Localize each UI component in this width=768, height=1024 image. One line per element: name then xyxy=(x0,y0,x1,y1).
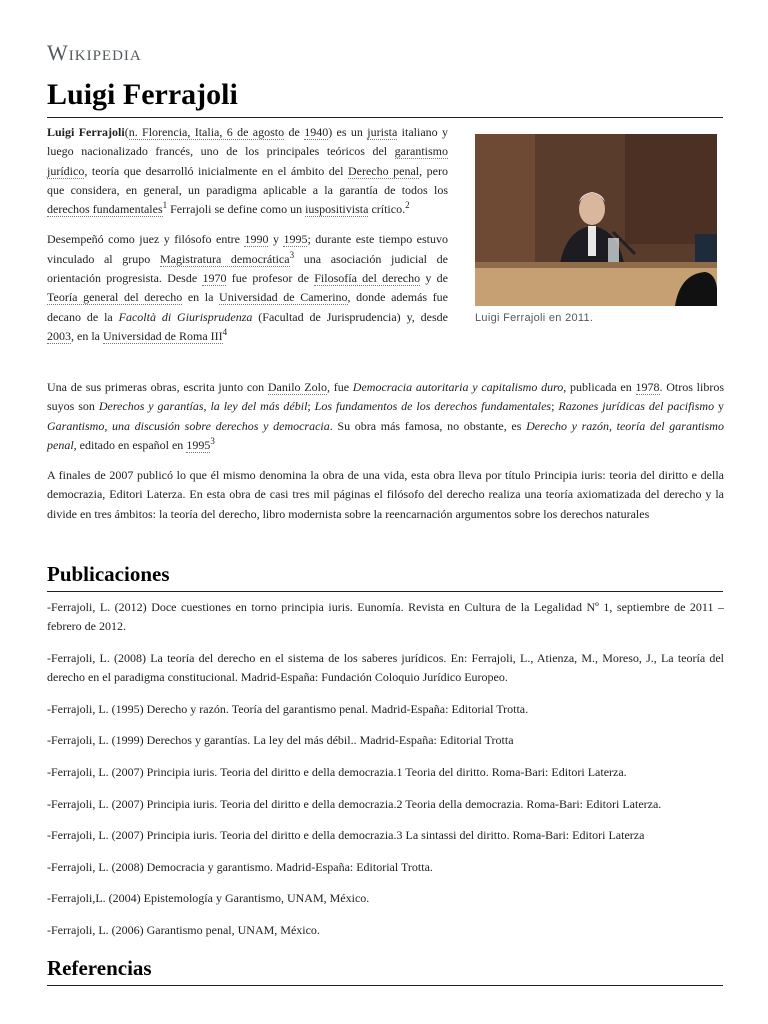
wikipedia-logo[interactable]: Wikipedia xyxy=(47,40,142,65)
career-paragraph: Desempeñó como juez y filósofo entre 1990 y 1995; durante este tiempo estuvo vinculado al grupo Magistratura democrática$^3$ una asociación judicial de orientación progresista. Desde 1970 fue profesor de Filosofía del derecho y de Teoría general del derecho en la Universidad de Camerino, donde además fue decano de la Facoltà di Giurisprudenza (Facultad de Jurisprudencia) y, desde 2003, en la Universidad de Roma III$^4$ xyxy=(47,232,449,343)
page-title: Luigi Ferrajoli xyxy=(47,78,238,111)
principia-paragraph: A finales de 2007 publicó lo que él mismo denomina la obra de una vida, esta obra lleva por título Principia iuris: teoria del diritto e della democrazia, Editori Laterza. En esta obra de casi tres mil páginas el filósofo del derecho realiza una teoría axiomatizada del derecho y la divide en tres ámbitos: la teoría del derecho, libro modernista sobre la reencarnación argumentos sobre los derechos naturales xyxy=(47,468,724,521)
derecho-penal-link[interactable]: Derecho penal xyxy=(347,163,420,178)
portrait-photo[interactable] xyxy=(475,134,717,306)
year-1970-link[interactable]: 1970 xyxy=(202,271,227,286)
reference-marker[interactable]: 4 xyxy=(222,326,228,337)
publication-item: -Ferrajoli, L. (2008) La teoría del derecho en el sistema de los saberes jurídicos. En: Ferrajoli, L., Atienza, M., Moreso, J., La teoría del derecho en el paradigma constitucional. Madrid-España: Fundación Coloquio Jurídico Europeo. xyxy=(47,650,724,685)
works-section xyxy=(47,378,724,535)
danilo-zolo-link[interactable]: Danilo Zolo xyxy=(267,380,327,394)
year-1978-link[interactable]: 1978 xyxy=(635,380,660,394)
infobox xyxy=(475,134,717,324)
intro-paragraph: Luigi Ferrajoli(n. Florencia, Italia, 6 de agosto de 1940) es un jurista italiano y luego nacionalizado francés, uno de los principales teóricos del garantismo jurídico, teoría que desarrolló inicialmente en el ámbito del Derecho penal, pero que considera, en general, un paradigma aplicable a la garantía de todos los derechos fundamentales$^1$ Ferrajoli se define como un iuspositivista crítico.$^2$ xyxy=(47,125,449,217)
publication-item: -Ferrajoli, L. (2007) Principia iuris. Teoria del diritto e della democrazia.2 Teoria della democrazia. Roma-Bari: Editori Laterza. xyxy=(47,796,662,811)
teoria-general-link[interactable]: Teoría general del derecho xyxy=(47,290,183,305)
year-1995-link[interactable]: 1995 xyxy=(283,232,308,247)
publication-item: -Ferrajoli, L. (2007) Principia iuris. Teoria del diritto e della democrazia.3 La sintassi del diritto. Roma-Bari: Editori Laterza xyxy=(47,828,645,843)
publication-item: -Ferrajoli, L. (2008) Democracia y garantismo. Madrid-España: Editorial Trotta. xyxy=(47,859,433,874)
section-heading-referencias: Referencias xyxy=(47,956,152,980)
reference-marker[interactable]: 1 xyxy=(162,200,168,211)
publication-item: -Ferrajoli, L. (1999) Derechos y garantías. La ley del más débil.. Madrid-España: Editorial Trotta xyxy=(47,733,514,748)
garantismo-link[interactable]: garantismo jurídico xyxy=(47,144,448,178)
roma-iii-link[interactable]: Universidad de Roma III xyxy=(103,328,223,343)
year-2003-link[interactable]: 2003 xyxy=(47,328,71,343)
portrait-illustration xyxy=(475,134,717,306)
photo-caption: Luigi Ferrajoli en 2011. xyxy=(475,312,594,324)
publication-item: -Ferrajoli, L. (1995) Derecho y razón. Teoría del garantismo penal. Madrid-España: Editorial Trotta. xyxy=(47,701,529,716)
section-divider xyxy=(47,985,723,986)
publication-item: -Ferrajoli, L. (2006) Garantismo penal, UNAM, México. xyxy=(47,922,320,937)
year-1995-link[interactable]: 1995 xyxy=(186,437,211,452)
publication-item: -Ferrajoli,L. (2004) Epistemología y Garantismo, UNAM, México. xyxy=(47,891,370,906)
jurista-link[interactable]: jurista xyxy=(367,125,398,139)
reference-marker[interactable]: 2 xyxy=(405,200,410,211)
intro-section xyxy=(47,123,448,357)
subject-name: Luigi Ferrajoli xyxy=(47,125,125,139)
section-divider xyxy=(47,591,723,592)
camerino-link[interactable]: Universidad de Camerino xyxy=(219,290,348,305)
publication-item: -Ferrajoli, L. (2012) Doce cuestiones en torno principia iuris. Eunomía. Revista en Cultura de la Legalidad Nº 1, septiembre de 2011 – febrero de 2012. xyxy=(47,600,724,634)
birth-year-link[interactable]: 1940 xyxy=(304,125,329,139)
derechos-fundamentales-link[interactable]: derechos fundamentales xyxy=(47,202,163,217)
reference-marker[interactable]: 3 xyxy=(210,435,215,446)
publication-item: -Ferrajoli, L. (2007) Principia iuris. Teoria del diritto e della democrazia.1 Teoria del diritto. Roma-Bari: Editori Laterza. xyxy=(47,764,627,779)
magistratura-link[interactable]: Magistratura democrática xyxy=(159,251,290,266)
filosofia-derecho-link[interactable]: Filosofía del derecho xyxy=(314,271,421,286)
year-1990-link[interactable]: 1990 xyxy=(244,232,269,247)
publications-list xyxy=(47,598,724,953)
birth-place-link[interactable]: n. Florencia, Italia, 6 de agosto xyxy=(128,125,285,139)
title-divider xyxy=(47,117,723,118)
reference-marker[interactable]: 3 xyxy=(289,249,295,260)
works-paragraph: Una de sus primeras obras, escrita junto con Danilo Zolo, fue Democracia autoritaria y capitalismo duro, publicada en 1978. Otros libros suyos son Derechos y garantías, la ley del más débil; Los fundamentos de los derechos fundamentales; Razones jurídicas del pacifismo y Garantismo, una discusión sobre derechos y democracia. Su obra más famosa, no obstante, es Derecho y razón, teoría del garantismo penal, editado en español en 1995$^3$ xyxy=(47,380,725,452)
iuspositivista-link[interactable]: iuspositivista xyxy=(305,202,369,217)
section-heading-publicaciones: Publicaciones xyxy=(47,562,170,586)
